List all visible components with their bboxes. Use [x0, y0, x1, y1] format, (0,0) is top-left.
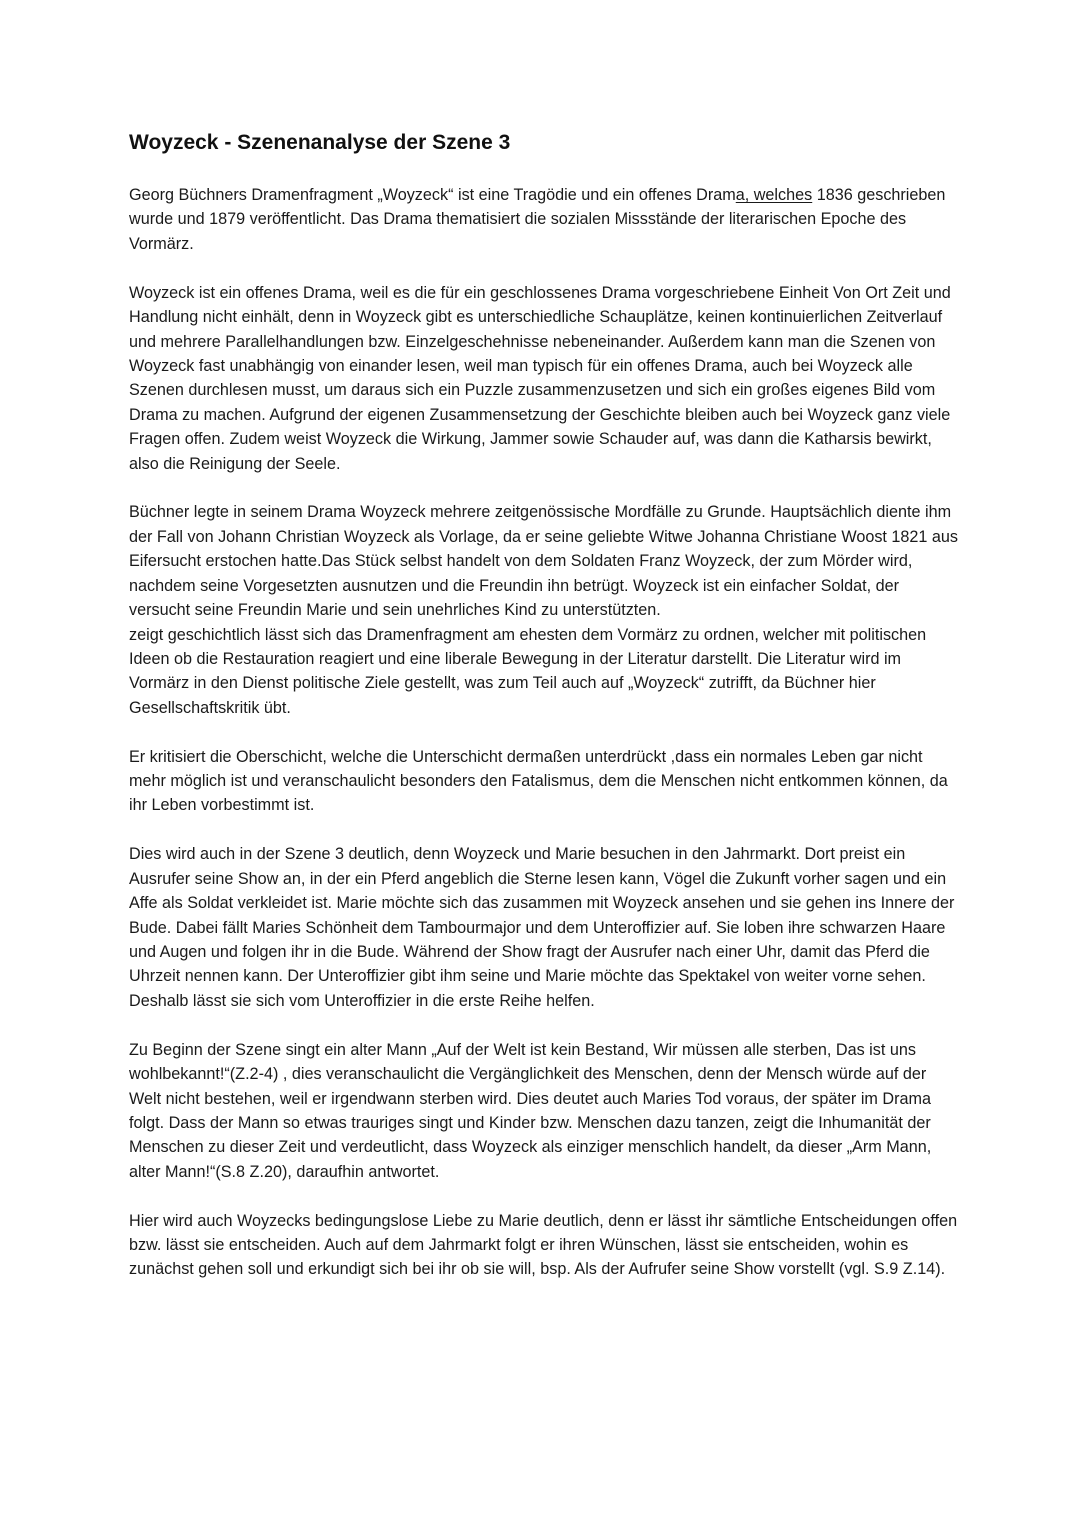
paragraph-critique: Er kritisiert die Oberschicht, welche die Unterschicht dermaßen unterdrückt ,dass ein normales Leben gar nicht mehr möglich ist und veranschaulicht besonders den Fatalismus, dem die Menschen nicht entkommen können, da ihr Leben vorbestimmt ist.	[129, 747, 948, 815]
document-title: Woyzeck - Szenenanalyse der Szene 3	[129, 131, 511, 154]
paragraph-scene-summary: Dies wird auch in der Szene 3 deutlich, denn Woyzeck und Marie besuchen in den Jahrmarkt. Dort preist ein Ausrufer seine Show an, in der ein Pferd angeblich die Sterne lesen kann, Vögel die Zukunft vorher sagen und ein Affe als Soldat verkleidet ist. Marie möchte sich das zusammen mit Woyzeck ansehen und sie gehen ins Innere der Bude. Dabei fällt Maries Schönheit dem Tambourmajor und dem Unteroffizier auf. Sie loben ihre schwarzen Haare und Augen und folgen ihr in die Bude. Während der Show fragt der Ausrufer nach einer Uhr, damit das Pferd die Uhrzeit nennen kann. Der Unteroffizier gibt ihm seine und Marie möchte das Spektakel von weiter vorne sehen. Deshalb lässt sie sich vom Unteroffizier in die erste Reihe helfen.	[129, 845, 955, 1010]
underlined-text: a, welches	[735, 186, 813, 204]
document-page	[129, 128, 959, 1306]
paragraph-old-man-song: Zu Beginn der Szene singt ein alter Mann „Auf der Welt ist kein Bestand, Wir müssen alle sterben, Das ist uns wohlbekannt!“(Z.2-4) , dies veranschaulicht die Vergänglichkeit des Menschen, denn der Mensch würde auf der Welt nicht bestehen, weil er irgendwann sterben wird. Dies deutet auch Maries Tod voraus, der später im Drama folgt. Dass der Mann so etwas trauriges singt und Kinder bzw. Menschen dazu tanzen, zeigt die Inhumanität der Menschen zu dieser Zeit und verdeutlicht, dass Woyzeck als einziger menschlich handelt, da dieser „Arm Mann, alter Mann!“(S.8 Z.20), daraufhin antwortet.	[129, 1040, 932, 1181]
paragraph-epoch: zeigt geschichtlich lässt sich das Dramenfragment am ehesten dem Vormärz zu ordnen, welcher mit politischen Ideen ob die Restauration reagiert und eine liberale Bewegung in der Literatur darstellt. Die Literatur wird im Vormärz in den Dienst politische Ziele gestellt, was zum Teil auch auf „Woyzeck“ zutrifft, da Büchner hier Gesellschaftskritik übt.	[129, 625, 927, 717]
intro-text-end: 1836 geschrieben wurde und 1879 veröffentlicht. Das Drama thematisiert die sozialen Missstände der literarischen Epoche des Vormärz.	[129, 186, 946, 253]
paragraph-background: Büchner legte in seinem Drama Woyzeck mehrere zeitgenössische Mordfälle zu Grunde. Hauptsächlich diente ihm der Fall von Johann Christian Woyzeck als Vorlage, da er seine geliebte Witwe Johanna Christiane Woost 1821 aus Eifersucht erstochen hatte.Das Stück selbst handelt von dem Soldaten Franz Woyzeck, der zum Mörder wird, nachdem seine Vorgesetzten ausnutzen und die Freundin ihn betrügt. Woyzeck ist ein einfacher Soldat, der versucht seine Freundin Marie und sein unehrliches Kind zu unterstützten.	[129, 503, 959, 620]
paragraph-open-drama: Woyzeck ist ein offenes Drama, weil es die für ein geschlossenes Drama vorgeschriebene Einheit Von Ort Zeit und Handlung nicht einhält, denn in Woyzeck gibt es unterschiedliche Schauplätze, keinen kontinuierlichen Zeitverlauf und mehrere Parallelhandlungen bzw. Einzelgeschehnisse nebeneinander. Außerdem kann man die Szenen von Woyzeck fast unabhängig von einander lesen, weil man typisch für ein offenes Drama, auch bei Woyzeck alle Szenen durchlesen musst, um daraus sich ein Puzzle zusammenzusetzen und sich ein großes eigenes Bild vom Drama zu machen. Aufgrund der eigenen Zusammensetzung der Geschichte bleiben auch bei Woyzeck ganz viele Fragen offen. Zudem weist Woyzeck die Wirkung, Jammer sowie Schauder auf, was dann die Katharsis bewirkt, also die Reinigung der Seele.	[129, 283, 951, 473]
intro-paragraph	[129, 183, 959, 256]
paragraph-love: Hier wird auch Woyzecks bedingungslose Liebe zu Marie deutlich, denn er lässt ihr sämtliche Entscheidungen offen bzw. lässt sie entscheiden. Auch auf dem Jahrmarkt folgt er ihren Wünschen, lässt sie entscheiden, wohin es zunächst gehen soll und erkundigt sich bei ihr ob sie will, bsp. Als der Aufrufer seine Show vorstellt (vgl. S.9 Z.14).	[129, 1211, 958, 1279]
intro-text-start: Georg Büchners Dramenfragment „Woyzeck“ ist eine Tragödie und ein offenes Dram	[129, 186, 736, 204]
